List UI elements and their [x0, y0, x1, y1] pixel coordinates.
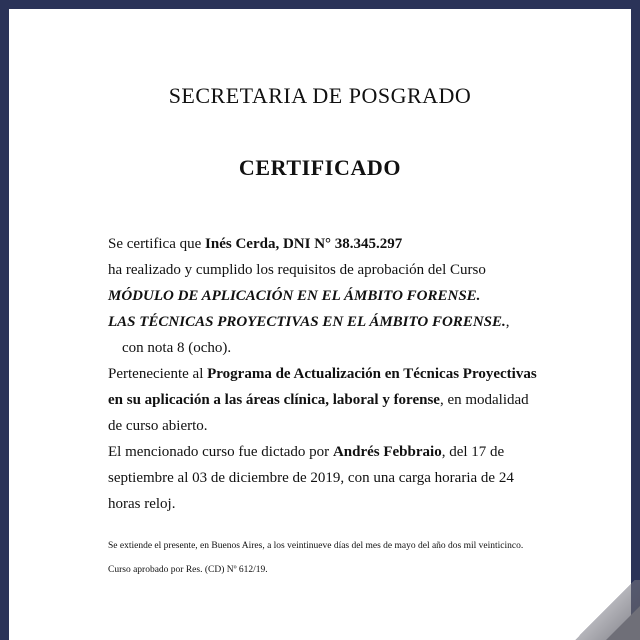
resolution-note: Curso aprobado por Res. (CD) Nº 612/19.	[108, 565, 268, 575]
recipient-name: Inés Cerda, DNI N° 38.345.297	[205, 236, 403, 252]
recipient-line	[108, 231, 548, 257]
course-title-line-2: LAS TÉCNICAS PROYECTIVAS EN EL ÁMBITO FORENSE.	[108, 314, 506, 330]
institution-title: SECRETARIA DE POSGRADO	[168, 83, 472, 108]
course-title-suffix: ,	[505, 314, 510, 330]
course-title-line-2-wrap	[108, 309, 548, 335]
modality-line: de curso abierto.	[108, 418, 208, 434]
requirements-line: ha realizado y cumplido los requisitos de aprobación del Curso	[108, 262, 486, 278]
recipient-prefix: Se certifica que	[108, 236, 206, 252]
dictated-suffix: , del 17 de	[441, 444, 505, 460]
page-curl-fold	[606, 606, 640, 640]
dates-line: septiembre al 03 de diciembre de 2019, con una carga horaria de 24	[108, 470, 514, 486]
instructor-line	[108, 439, 548, 465]
program-name-part-1: Programa de Actualización en Técnicas Proyectivas	[207, 366, 537, 382]
program-line-2	[108, 387, 548, 413]
instructor-name: Andrés Febbraio	[332, 444, 442, 460]
program-line-1	[108, 361, 548, 387]
hours-line: horas reloj.	[108, 496, 176, 512]
dictated-prefix: El mencionado curso fue dictado por	[108, 444, 333, 460]
program-prefix: Perteneciente al	[108, 366, 208, 382]
certificate-body	[108, 231, 548, 517]
certificate-heading: CERTIFICADO	[238, 155, 402, 180]
grade-line: con nota 8 (ocho).	[122, 340, 232, 356]
certificate-footer	[108, 540, 538, 588]
program-suffix: , en modalidad	[439, 392, 529, 408]
course-title-line-1: MÓDULO DE APLICACIÓN EN EL ÁMBITO FORENSE.	[108, 288, 481, 304]
program-name-part-2: en su aplicación a las áreas clínica, laboral y forense	[108, 392, 440, 408]
issue-statement: Se extiende el presente, en Buenos Aires, a los veintinueve días del mes de mayo del año dos mil veinticinco.	[108, 541, 524, 551]
